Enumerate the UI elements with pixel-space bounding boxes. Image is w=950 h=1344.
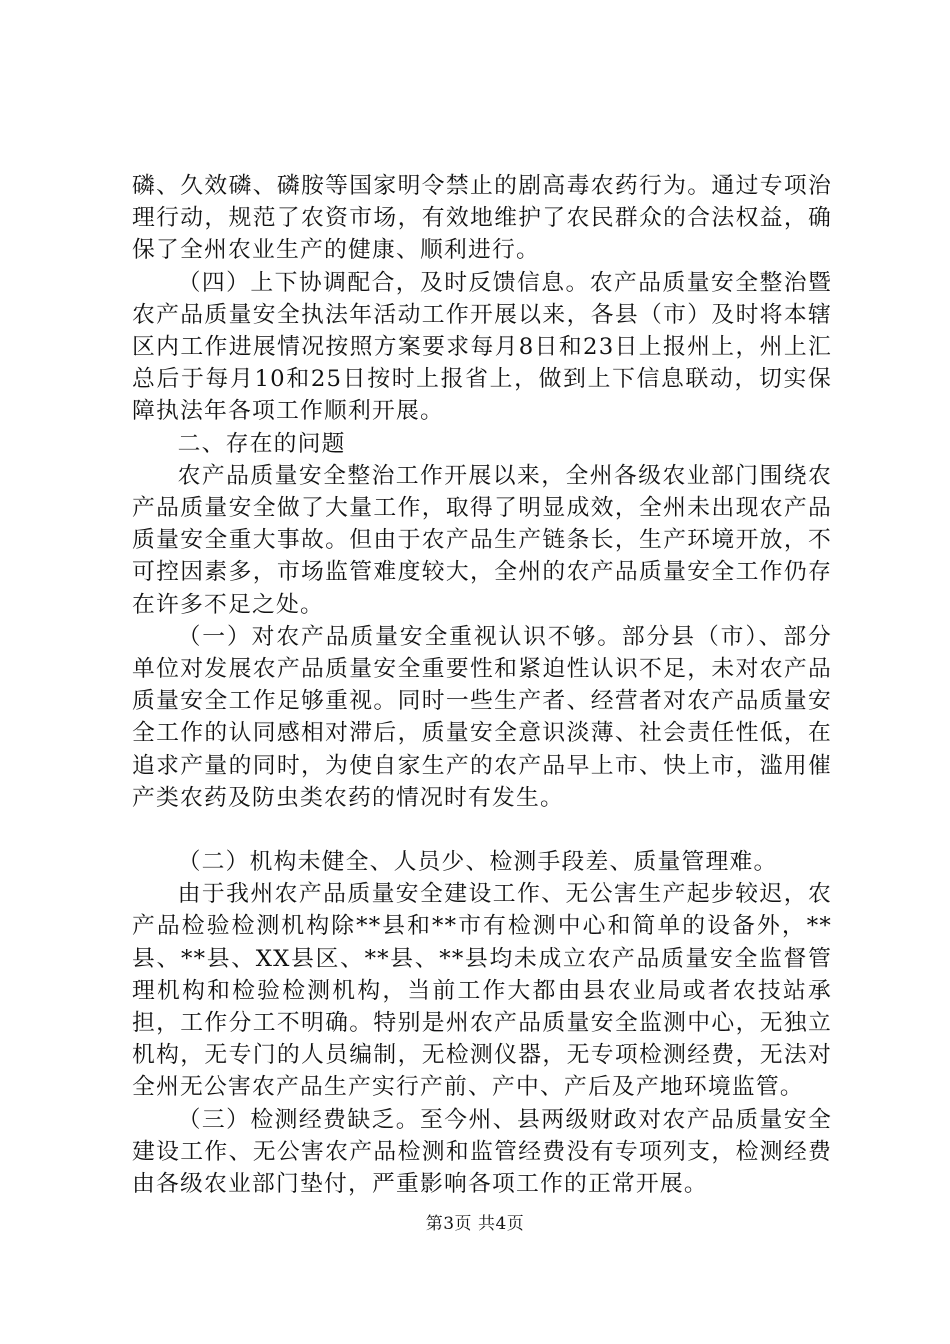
paragraph-problems-intro: 农产品质量安全整治工作开展以来，全州各级农业部门围绕农产品质量安全做了大量工作，取得了明显成效，全州未出现农产品质量安全重大事故。但由于农产品生产链条长，生产环境开放，不可控因素多，市场监管难度较大，全州的农产品质量安全工作仍存在许多不足之处。 <box>132 462 832 618</box>
paragraph-problem-three: （三）检测经费缺乏。至今州、县两级财政对农产品质量安全建设工作、无公害农产品检测和监管经费没有专项列支，检测经费由各级农业部门垫付，严重影响各项工作的正常开展。 <box>132 1106 832 1198</box>
paragraph-section-four: （四）上下协调配合，及时反馈信息。农产品质量安全整治暨农产品质量安全执法年活动工作开展以来，各县（市）及时将本辖区内工作进展情况按照方案要求每月8日和23日上报州上，州上汇总后于每月10和25日按时上报省上，做到上下信息联动，切实保障执法年各项工作顺利开展。 <box>132 269 832 425</box>
paragraph-problem-one: （一）对农产品质量安全重视认识不够。部分县（市）、部分单位对发展农产品质量安全重要性和紧迫性认识不足，未对农产品质量安全工作足够重视。同时一些生产者、经营者对农产品质量安全工作的认同感相对滞后，质量安全意识淡薄、社会责任性低，在追求产量的同时，为使自家生产的农产品早上市、快上市，滥用催产类农药及防虫类农药的情况时有发生。 <box>132 623 832 811</box>
document-body <box>132 170 832 1200</box>
paragraph-continuation: 磷、久效磷、磷胺等国家明令禁止的剧高毒农药行为。通过专项治理行动，规范了农资市场，有效地维护了农民群众的合法权益，确保了全州农业生产的健康、顺利进行。 <box>132 173 832 264</box>
page-number-footer: 第3页 共4页 <box>425 1214 525 1234</box>
paragraph-gap <box>132 814 832 846</box>
paragraph-problem-two: 由于我州农产品质量安全建设工作、无公害生产起步较迟，农产品检验检测机构除**县和**市有检测中心和简单的设备外，**县、**县、XX县区、**县、**县均未成立农产品质量安全监督管理机构和检验检测机构，当前工作大都由县农业局或者农技站承担，工作分工不明确。特别是州农产品质量安全监测中心，无独立机构，无专门的人员编制，无检测仪器，无专项检测经费，无法对全州无公害农产品生产实行产前、产中、产后及产地环境监管。 <box>132 881 832 1101</box>
paragraph-problem-two-heading: （二）机构未健全、人员少、检测手段差、质量管理难。 <box>177 849 778 876</box>
section-heading-problems: 二、存在的问题 <box>177 430 346 457</box>
